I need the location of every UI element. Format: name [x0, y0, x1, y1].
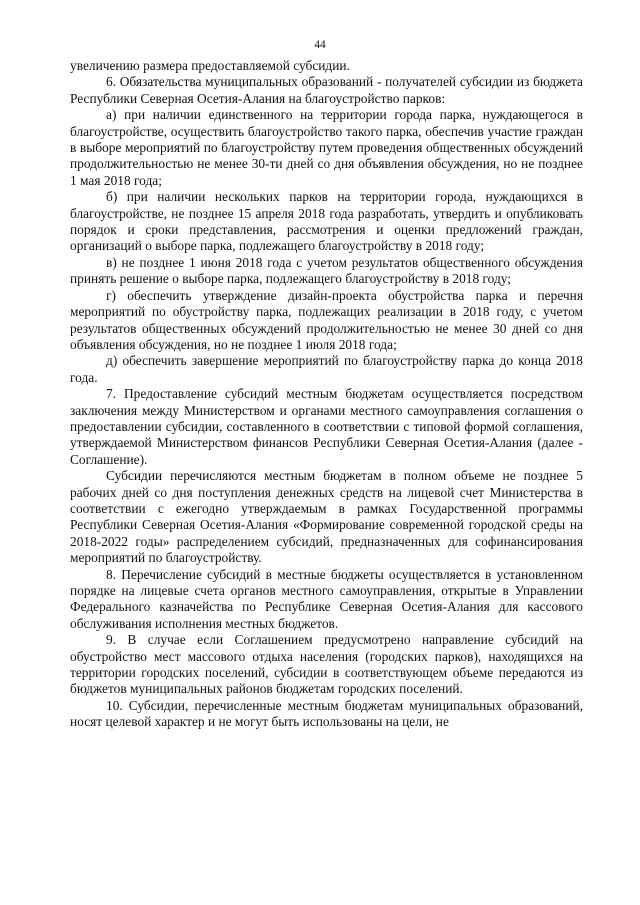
- page-number: 44: [314, 39, 326, 51]
- paragraph-subitem-b: б) при наличии нескольких парков на территории города, нуждающихся в благоустройстве, не позднее 15 апреля 2018 года разработать, утвердить и опубликовать порядок и сроки представления, рассмотрения и оценки предложений граждан, организаций о выборе парка, подлежащего благоустройству в 2018 году;: [70, 189, 583, 254]
- paragraph-item-9: 9. В случае если Соглашением предусмотрено направление субсидий на обустройство мест массового отдыха населения (городских парков), находящихся на территории городских поселений, субсидии в соответствующем объеме передаются из бюджетов муниципальных районов бюджетам городских поселений.: [70, 632, 583, 697]
- document-body: [70, 58, 583, 731]
- paragraph-item-7: 7. Предоставление субсидий местным бюджетам осуществляется посредством заключения между Министерством и органами местного самоуправления соглашения о предоставлении субсидии, составленного в соответствии с типовой формой соглашения, утверждаемой Министерством финансов Республики Северная Осетия-Алания (далее - Соглашение).: [70, 386, 583, 467]
- paragraph-subitem-v: в) не позднее 1 июня 2018 года с учетом результатов общественного обсуждения принять решение о выборе парка, подлежащего благоустройству в 2018 году;: [70, 254, 583, 287]
- paragraph-item-8: 8. Перечисление субсидий в местные бюджеты осуществляется в установленном порядке на лицевые счета органов местного самоуправления, открытые в Управлении Федерального казначейства по Республике Северная Осетия-Алания для кассового обслуживания исполнения местных бюджетов.: [70, 566, 583, 631]
- paragraph-subitem-d: д) обеспечить завершение мероприятий по благоустройству парка до конца 2018 года.: [70, 353, 583, 385]
- paragraph-item-6: 6. Обязательства муниципальных образований - получателей субсидии из бюджета Республики Северная Осетия-Алания на благоустройство парков:: [70, 74, 583, 106]
- paragraph-subsidy-transfer: Субсидии перечисляются местным бюджетам в полном объеме не позднее 5 рабочих дней со дня поступления денежных средств на лицевой счет Министерства в соответствии с ежегодно утверждаемым в рамках Государственной программы Республики Северная Осетия-Алания «Формирование современной городской среды на 2018-2022 годы» распределением субсидий, предназначенных для софинансирования мероприятий по благоустройству.: [70, 468, 583, 566]
- paragraph-item-10: 10. Субсидии, перечисленные местным бюджетам муниципальных образований, носят целевой характер и не могут быть использованы на цели, не: [70, 697, 583, 730]
- paragraph-subitem-g: г) обеспечить утверждение дизайн-проекта обустройства парка и перечня мероприятий по обустройству парка, подлежащих реализации в 2018 году, с учетом результатов общественных обсуждений продолжительностью не менее 30 дней со дня объявления обсуждения, но не позднее 1 июля 2018 года;: [70, 287, 583, 352]
- paragraph-subitem-a: а) при наличии единственного на территории города парка, нуждающегося в благоустройстве, осуществить благоустройство такого парка, обеспечив участие граждан в выборе мероприятий по благоустройству путем проведения общественных обсуждений продолжительностью не менее 30-ти дней со дня объявления обсуждения, но не позднее 1 мая 2018 года;: [70, 107, 583, 188]
- paragraph-continuation: увеличению размера предоставляемой субсидии.: [70, 58, 350, 73]
